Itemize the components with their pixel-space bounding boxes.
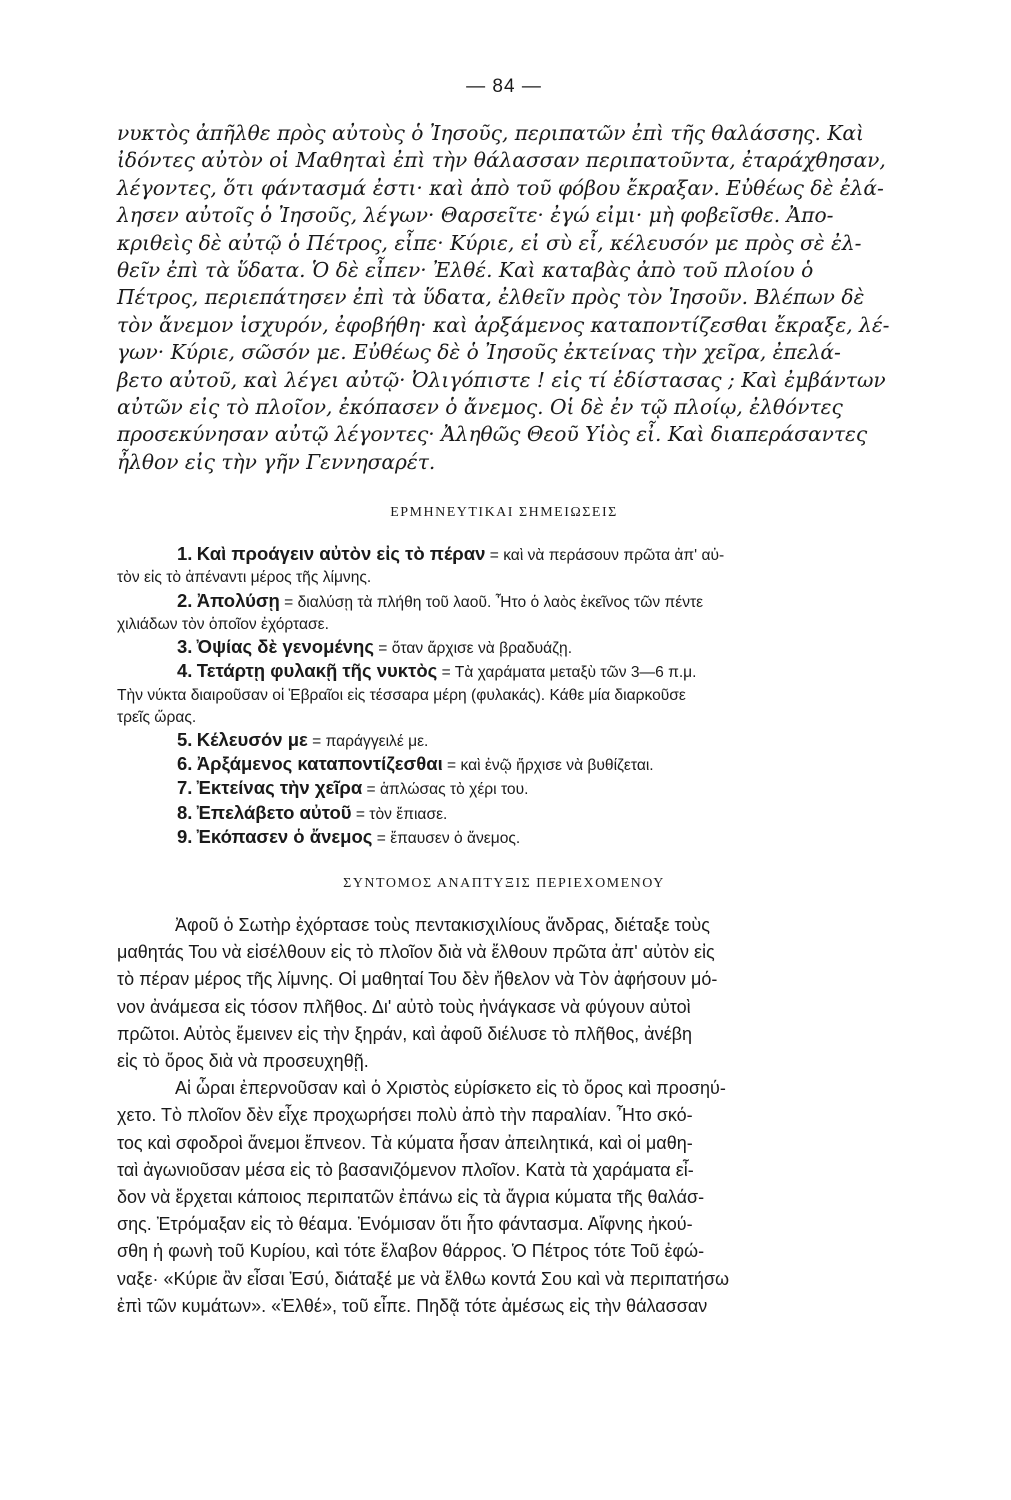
summary-line: Ἀφοῦ ὁ Σωτὴρ ἐχόρτασε τοὺς πεντακισχιλίους ἄνδρας, διέταξε τοὺς	[175, 914, 710, 935]
note-term: Καὶ προάγειν αὐτὸν εἰς τὸ πέραν	[196, 543, 486, 565]
note-number: 7.	[177, 777, 193, 799]
gospel-text	[117, 120, 891, 476]
note-term: Ἀρξάμενος καταποντίζεσθαι	[196, 753, 443, 775]
note-separator: =	[373, 640, 392, 658]
gospel-line: νυκτὸς ἀπῆλθε πρὸς αὐτοὺς ὁ Ἰησοῦς, περιπατῶν ἐπὶ τῆς θαλάσσης. Καὶ	[117, 121, 864, 145]
gospel-line: ἰδόντες αὐτὸν οἱ Μαθηταὶ ἐπὶ τὴν θάλασσαν περιπατοῦντα, ἐταράχθησαν,	[117, 148, 886, 173]
summary-line: τος καὶ σφοδροὶ ἄνεμοι ἔπνεον. Τὰ κύματα ἦσαν ἀπειλητικά, καὶ οἱ μαθη-	[117, 1132, 693, 1153]
note-text-continued: Τὴν νύκτα διαιροῦσαν οἱ Ἑβραῖοι εἰς τέσσαρα μέρη (φυλακάς). Κάθε μία διαρκοῦσε	[117, 686, 686, 704]
gospel-line: γων· Κύριε, σῶσόν με. Εὐθέως δὲ ὁ Ἰησοῦς ἐκτείνας τὴν χεῖρα, ἐπελά-	[117, 340, 841, 365]
gospel-line: λέγοντες, ὅτι φάντασμά ἐστι· καὶ ἀπὸ τοῦ φόβου ἔκραξαν. Εὐθέως δὲ ἐλά-	[117, 175, 884, 200]
note-term: Ἐκτείνας τὴν χεῖρα	[196, 777, 363, 799]
note-term: Τετάρτῃ φυλακῇ τῆς νυκτὸς	[196, 660, 438, 682]
note-text: τὸν ἔπιασε.	[369, 805, 448, 823]
note-item	[117, 590, 891, 636]
content-summary	[117, 912, 891, 1320]
note-number: 5.	[177, 728, 193, 750]
note-text: ἔπαυσεν ὁ ἄνεμος.	[390, 829, 521, 847]
note-term: Κέλευσόν με	[196, 728, 308, 750]
note-separator: =	[372, 829, 391, 847]
note-text: καὶ ἐνῷ ἤρχισε νὰ βυθίζεται.	[460, 757, 654, 775]
note-item	[117, 543, 891, 589]
gospel-line: αὐτῶν εἰς τὸ πλοῖον, ἐκόπασεν ὁ ἄνεμος. Οἱ δὲ ἐν τῷ πλοίῳ, ἐλθόντες	[117, 395, 843, 420]
summary-line: μαθητάς Του νὰ εἰσέλθουν εἰς τὸ πλοῖον διὰ νὰ ἔλθουν πρῶτα ἀπ' αὐτὸν εἰς	[117, 942, 715, 963]
note-separator: =	[437, 664, 455, 682]
note-item	[117, 753, 891, 777]
note-separator: =	[485, 547, 504, 565]
note-item	[117, 729, 891, 753]
note-number: 3.	[177, 636, 193, 658]
summary-line: Αἱ ὧραι ἐπερνοῦσαν καὶ ὁ Χριστὸς εὑρίσκετο εἰς τὸ ὄρος καὶ προσηύ-	[175, 1078, 726, 1099]
gospel-line: θεῖν ἐπὶ τὰ ὕδατα. Ὁ δὲ εἶπεν· Ἐλθέ. Καὶ καταβὰς ἀπὸ τοῦ πλοίου ὁ	[117, 258, 814, 283]
note-item	[117, 660, 891, 729]
summary-line: χετο. Τὸ πλοῖον δὲν εἶχε προχωρήσει πολὺ ἀπὸ τὴν παραλίαν. Ἦτο σκό-	[117, 1105, 693, 1126]
summary-line: εἰς τὸ ὄρος διὰ νὰ προσευχηθῇ.	[117, 1050, 369, 1071]
note-separator: =	[442, 757, 461, 775]
gospel-line: ἦλθον εἰς τὴν γῆν Γεννησαρέτ.	[117, 449, 436, 474]
note-number: 8.	[177, 801, 193, 823]
note-text: διαλύσῃ τὰ πλήθη τοῦ λαοῦ. Ἦτο ὁ λαὸς ἐκεῖνος τῶν πέντε	[297, 593, 704, 611]
page-number: — 84 —	[466, 76, 542, 97]
gospel-line: κριθεὶς δὲ αὐτῷ ὁ Πέτρος, εἶπε· Κύριε, εἰ σὺ εἶ, κέλευσόν με πρὸς σὲ ἐλ-	[117, 230, 862, 255]
summary-title: ΣΥΝΤΟΜΟΣ ΑΝΑΠΤΥΞΙΣ ΠΕΡΙΕΧΟΜΕΝΟΥ	[343, 875, 665, 891]
note-number: 6.	[177, 753, 193, 775]
note-item	[117, 802, 891, 826]
gospel-line: προσεκύνησαν αὐτῷ λέγοντες· Ἀληθῶς Θεοῦ Υἱὸς εἶ. Καὶ διαπεράσαντες	[117, 422, 868, 447]
gospel-line: τὸν ἄνεμον ἰσχυρόν, ἐφοβήθη· καὶ ἀρξάμενος καταποντίζεσθαι ἔκραξε, λέ-	[117, 312, 890, 337]
gospel-line: Πέτρος, περιεπάτησεν ἐπὶ τὰ ὕδατα, ἐλθεῖν πρὸς τὸν Ἰησοῦν. Βλέπων δὲ	[117, 285, 865, 310]
note-item	[117, 826, 891, 850]
summary-line: τὸ πέραν μέρος τῆς λίμνης. Οἱ μαθηταί Του δὲν ἤθελον νὰ Τὸν ἀφήσουν μό-	[117, 969, 718, 990]
notes-title: ΕΡΜΗΝΕΥΤΙΚΑΙ ΣΗΜΕΙΩΣΕΙΣ	[390, 505, 618, 521]
note-text: ὅταν ἄρχισε νὰ βραδυάζῃ.	[391, 640, 573, 658]
note-text: παράγγειλέ με.	[325, 732, 429, 750]
note-text-continued: χιλιάδων τὸν ὁποῖον ἐχόρτασε.	[117, 615, 329, 633]
note-separator: =	[351, 805, 370, 823]
note-separator: =	[362, 781, 380, 799]
summary-line: σης. Ἐτρόμαξαν εἰς τὸ θέαμα. Ἐνόμισαν ὅτι ἦτο φάντασμα. Αἴφνης ἠκού-	[117, 1214, 693, 1235]
interpretive-notes	[117, 543, 891, 850]
summary-line: ἐπὶ τῶν κυμάτων». «Ἐλθέ», τοῦ εἶπε. Πηδᾷ τότε ἀμέσως εἰς τὴν θάλασσαν	[117, 1295, 708, 1316]
note-separator: =	[307, 732, 326, 750]
note-text: ἁπλώσας τὸ χέρι του.	[380, 781, 529, 799]
gospel-line: λησεν αὐτοῖς ὁ Ἰησοῦς, λέγων· Θαρσεῖτε· ἐγώ εἰμι· μὴ φοβεῖσθε. Ἀπο-	[117, 203, 834, 228]
note-term: Ἀπολύσῃ	[196, 589, 280, 611]
note-separator: =	[279, 593, 298, 611]
note-text-continued: τὸν εἰς τὸ ἀπέναντι μέρος τῆς λίμνης.	[117, 569, 372, 587]
summary-line: δον νὰ ἔρχεται κάποιος περιπατῶν ἐπάνω εἰς τὰ ἄγρια κύματα τῆς θαλάσ-	[117, 1186, 705, 1207]
summary-line: σθη ἡ φωνὴ τοῦ Κυρίου, καὶ τότε ἔλαβον θάρρος. Ὁ Πέτρος τότε Τοῦ ἐφώ-	[117, 1241, 705, 1262]
note-number: 4.	[177, 660, 193, 682]
summary-line: ναξε· «Κύριε ἂν εἶσαι Ἐσύ, διάταξέ με νὰ ἔλθω κοντά Σου καὶ νὰ περιπατήσω	[117, 1268, 730, 1289]
note-text: καὶ νὰ περάσουν πρῶτα ἀπ' αὐ-	[503, 547, 725, 565]
summary-line: ταὶ ἀγωνιοῦσαν μέσα εἰς τὸ βασανιζόμενον πλοῖον. Κατὰ τὰ χαράματα εἶ-	[117, 1159, 694, 1180]
summary-line: πρῶτοι. Αὐτὸς ἔμεινεν εἰς τὴν ξηράν, καὶ ἀφοῦ διέλυσε τὸ πλῆθος, ἀνέβη	[117, 1023, 692, 1044]
note-number: 2.	[177, 589, 193, 611]
note-text: Τὰ χαράματα μεταξὺ τῶν 3—6 π.μ.	[454, 664, 697, 682]
gospel-line: βετο αὐτοῦ, καὶ λέγει αὐτῷ· Ὀλιγόπιστε ! εἰς τί ἐδίστασας ; Καὶ ἐμβάντων	[117, 367, 886, 392]
note-item	[117, 636, 891, 660]
note-number: 1.	[177, 543, 193, 565]
note-term: Ἐπελάβετο αὐτοῦ	[196, 801, 352, 823]
note-term: Ἐκόπασεν ὁ ἄνεμος	[196, 825, 373, 847]
note-item	[117, 777, 891, 801]
note-term: Ὀψίας δὲ γενομένης	[196, 636, 374, 658]
note-number: 9.	[177, 825, 193, 847]
summary-line: νον ἀνάμεσα εἰς τόσον πλῆθος. Δι' αὐτὸ τοὺς ἠνάγκασε νὰ φύγουν αὐτοὶ	[117, 996, 691, 1017]
note-text-continued: τρεῖς ὥρας.	[117, 708, 197, 726]
